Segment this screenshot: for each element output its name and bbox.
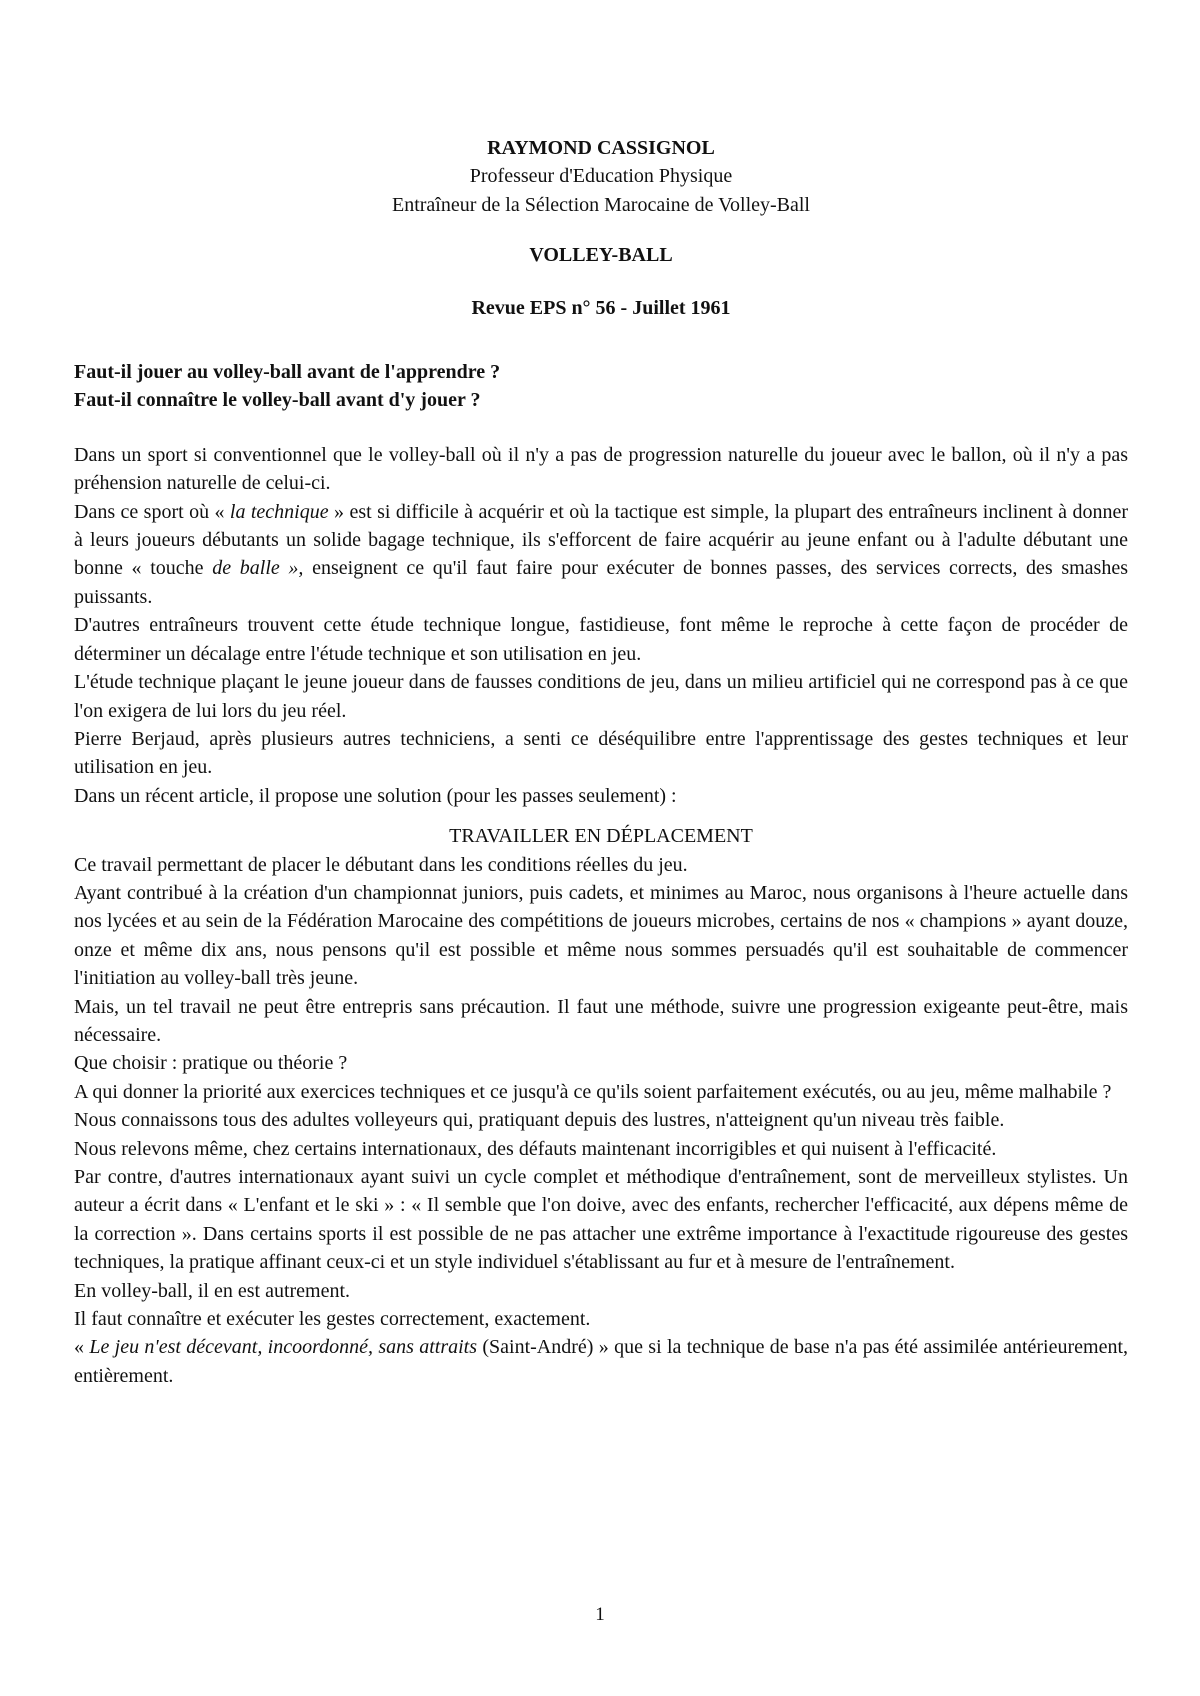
paragraph: Par contre, d'autres internationaux ayant suivi un cycle complet et méthodique d'entraînement, sont de merveilleux stylistes. Un auteur a écrit dans « L'enfant et le ski » : « Il semble que l'on doive, avec des enfants, rechercher l'efficacité, aux dépens même de la correction ». Dans certains sports il est possible de ne pas attacher une extrême importance à l'exactitude rigoureuse des gestes techniques, la pratique affinant ceux-ci et un style individuel s'établissant au fur et à mesure de l'entraînement. (74, 1166, 1128, 1274)
paragraph: Dans un sport si conventionnel que le volley-ball où il n'y a pas de progression naturelle du joueur avec le ballon, où il n'y a pas préhension naturelle de celui-ci. (74, 443, 1128, 495)
paragraph: Nous relevons même, chez certains internationaux, des défauts maintenant incorrigibles et qui nuisent à l'efficacité. (74, 1137, 997, 1160)
paragraph: Pierre Berjaud, après plusieurs autres techniciens, a senti ce déséquilibre entre l'apprentissage des gestes techniques et leur utilisation en jeu. (74, 727, 1128, 779)
author-role-2: Entraîneur de la Sélection Marocaine de Volley-Ball (391, 193, 810, 216)
paragraph: Il faut connaître et exécuter les gestes correctement, exactement. (74, 1308, 591, 1331)
article-source: Revue EPS n° 56 - Juillet 1961 (471, 296, 731, 319)
author-role-1: Professeur d'Education Physique (469, 165, 733, 188)
paragraph: « Le jeu n'est décevant, incoordonné, sans attraits (Saint-André) » que si la technique de base n'a pas été assimilée antérieurement, entièrement. (74, 1336, 1129, 1387)
paragraph: Nous connaissons tous des adultes volleyeurs qui, pratiquant depuis des lustres, n'atteignent qu'un niveau très faible. (74, 1109, 1005, 1132)
emphasis-text: de balle », (212, 557, 304, 580)
paragraph: D'autres entraîneurs trouvent cette étude technique longue, fastidieuse, font même le reproche à cette façon de procéder de déterminer un décalage entre l'étude technique et son utilisation en jeu. (74, 614, 1128, 665)
paragraph: Mais, un tel travail ne peut être entrepris sans précaution. Il faut une méthode, suivre une progression exigeante peut-être, mais nécessaire. (74, 995, 1128, 1046)
paragraph: A qui donner la priorité aux exercices techniques et ce jusqu'à ce qu'ils soient parfaitement exécutés, ou au jeu, même malhabile ? (74, 1080, 1112, 1103)
section-title: TRAVAILLER EN DÉPLACEMENT (449, 825, 753, 848)
paragraph: Ce travail permettant de placer le débutant dans les conditions réelles du jeu. (74, 853, 688, 876)
author-name: RAYMOND CASSIGNOL (487, 137, 715, 159)
paragraph: En volley-ball, il en est autrement. (74, 1279, 351, 1302)
paragraph: Dans ce sport où « la technique » est si difficile à acquérir et où la tactique est simple, la plupart des entraîneurs inclinent à donner à leurs joueurs débutants un solide bagage technique, ils s'efforcent de faire acquérir au jeune enfant ou à l'adulte débutant une bonne « touche de balle », enseignent ce qu'il faut faire pour exécuter de bonnes passes, des services corrects, des smashes puissants. (74, 500, 1128, 608)
paragraph: L'étude technique plaçant le jeune joueur dans de fausses conditions de jeu, dans un milieu artificiel qui ne correspond pas à ce que l'on exigera de lui lors du jeu réel. (74, 671, 1128, 722)
question-2: Faut-il connaître le volley-ball avant d'y jouer ? (74, 389, 481, 412)
article-title: VOLLEY-BALL (529, 244, 673, 267)
page-number: 1 (595, 1604, 605, 1625)
question-1: Faut-il jouer au volley-ball avant de l'apprendre ? (74, 361, 501, 384)
paragraph: Dans un récent article, il propose une solution (pour les passes seulement) : (74, 784, 677, 807)
paragraph: Que choisir : pratique ou théorie ? (74, 1052, 348, 1075)
document-page (74, 134, 1128, 1390)
emphasis-text: Le jeu n'est décevant, incoordonné, sans attraits (89, 1336, 478, 1359)
paragraph: Ayant contribué à la création d'un championnat juniors, puis cadets, et minimes au Maroc, nous organisons à l'heure actuelle dans nos lycées et au sein de la Fédération Marocaine des compétitions de joueurs microbes, certains de nos « champions » ayant douze, onze et même dix ans, nous pensons qu'il est possible et même nous sommes persuadés qu'il est souhaitable de commencer l'initiation au volley-ball très jeune. (74, 881, 1128, 990)
emphasis-text: la technique (229, 500, 329, 523)
